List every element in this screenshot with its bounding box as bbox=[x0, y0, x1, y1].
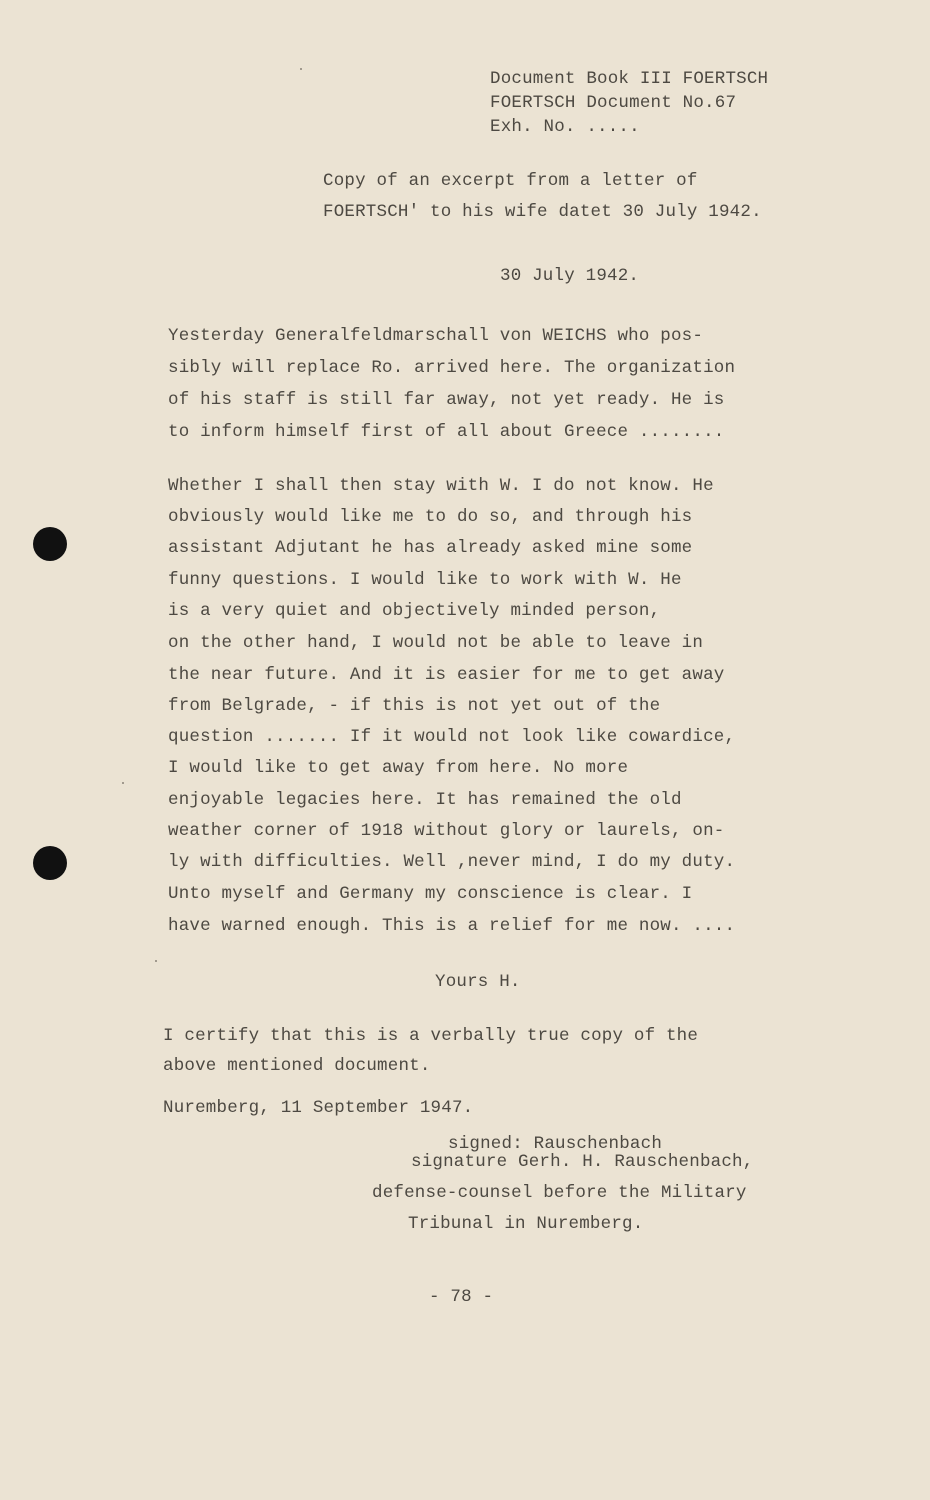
paragraph-2-line: the near future. And it is easier for me to get away bbox=[168, 665, 725, 685]
intro-line-1: Copy of an excerpt from a letter of bbox=[323, 171, 698, 191]
signature-line-2: signature Gerh. H. Rauschenbach, bbox=[411, 1152, 754, 1172]
place-date: Nuremberg, 11 September 1947. bbox=[163, 1098, 474, 1118]
page-number: - 78 - bbox=[429, 1287, 494, 1307]
paragraph-2-line: Unto myself and Germany my conscience is clear. I bbox=[168, 884, 693, 904]
paper-speck bbox=[300, 68, 302, 70]
paragraph-2-line: assistant Adjutant he has already asked mine some bbox=[168, 538, 693, 558]
certification-line-2: above mentioned document. bbox=[163, 1056, 431, 1076]
paragraph-2-line: question ....... If it would not look like cowardice, bbox=[168, 727, 736, 747]
paragraph-2-line: is a very quiet and objectively minded person, bbox=[168, 601, 661, 621]
punch-hole-top bbox=[33, 527, 67, 561]
signature-line-1: signed: Rauschenbach bbox=[448, 1134, 663, 1154]
paragraph-1-line: of his staff is still far away, not yet ready. He is bbox=[168, 390, 725, 410]
signature-line-4: Tribunal in Nuremberg. bbox=[408, 1214, 644, 1234]
paragraph-1-line: to inform himself first of all about Greece ........ bbox=[168, 422, 725, 442]
paragraph-1-line: Yesterday Generalfeldmarschall von WEICHS who pos- bbox=[168, 326, 704, 346]
paragraph-2-line: weather corner of 1918 without glory or laurels, on- bbox=[168, 821, 725, 841]
header-line-1: Document Book III FOERTSCH bbox=[490, 69, 769, 89]
header-line-3: Exh. No. ..... bbox=[490, 117, 640, 137]
certification-line-1: I certify that this is a verbally true copy of the bbox=[163, 1026, 699, 1046]
paragraph-2-line: from Belgrade, - if this is not yet out of the bbox=[168, 696, 661, 716]
paragraph-2-line: funny questions. I would like to work with W. He bbox=[168, 570, 682, 590]
paragraph-2-line: enjoyable legacies here. It has remained the old bbox=[168, 790, 682, 810]
paper-speck bbox=[122, 782, 124, 784]
punch-hole-bottom bbox=[33, 846, 67, 880]
intro-line-2: FOERTSCH' to his wife datet 30 July 1942. bbox=[323, 202, 762, 222]
paragraph-2-line: have warned enough. This is a relief for me now. .... bbox=[168, 916, 736, 936]
paragraph-2-line: on the other hand, I would not be able to leave in bbox=[168, 633, 704, 653]
signature-line-3: defense-counsel before the Military bbox=[372, 1183, 747, 1203]
letter-date: 30 July 1942. bbox=[500, 266, 640, 286]
paragraph-2-line: ly with difficulties. Well ,never mind, I do my duty. bbox=[168, 852, 736, 872]
header-line-2: FOERTSCH Document No.67 bbox=[490, 93, 737, 113]
paper-speck bbox=[155, 960, 157, 962]
closing: Yours H. bbox=[435, 972, 521, 992]
paragraph-2-line: I would like to get away from here. No more bbox=[168, 758, 629, 778]
paragraph-2-line: Whether I shall then stay with W. I do not know. He bbox=[168, 476, 714, 496]
paragraph-1-line: sibly will replace Ro. arrived here. The organization bbox=[168, 358, 736, 378]
paragraph-2-line: obviously would like me to do so, and through his bbox=[168, 507, 693, 527]
